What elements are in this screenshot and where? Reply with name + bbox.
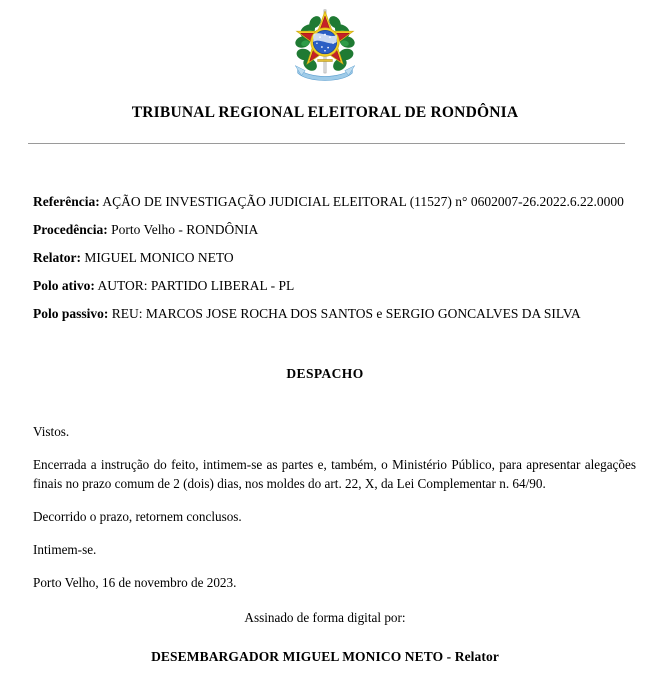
brazil-coat-of-arms-icon	[294, 6, 356, 88]
signatory-name: DESEMBARGADOR MIGUEL MONICO NETO - Relator	[151, 649, 499, 664]
section-heading-despacho: DESPACHO	[286, 366, 364, 381]
signature-intro: Assinado de forma digital por:	[244, 610, 406, 625]
reference-line-referencia	[33, 188, 636, 216]
reference-block	[33, 188, 636, 328]
reference-value: MIGUEL MONICO NETO	[80, 250, 234, 265]
page-title: TRIBUNAL REGIONAL ELEITORAL DE RONDÔNIA	[131, 104, 519, 121]
body-paragraph: Porto Velho, 16 de novembro de 2023.	[33, 575, 237, 590]
reference-label: Referência:	[33, 194, 100, 209]
signature-block	[0, 608, 650, 665]
reference-value: Porto Velho - RONDÔNIA	[107, 222, 259, 237]
reference-label: Polo passivo:	[33, 306, 109, 321]
reference-value: AUTOR: PARTIDO LIBERAL - PL	[94, 278, 295, 293]
header-divider	[28, 143, 625, 144]
body-paragraph: Encerrada a instrução do feito, intimem-se as partes e, também, o Ministério Público, para apresentar alegações finais no prazo comum de 2 (dois) dias, nos moldes do art. 22, X, da Lei Complementar n. 64/90.	[33, 457, 636, 491]
body-paragraph: Intimem-se.	[33, 542, 97, 557]
body-block	[33, 422, 636, 592]
reference-line-polo-passivo	[33, 300, 636, 328]
reference-label: Procedência:	[33, 222, 108, 237]
reference-label: Polo ativo:	[33, 278, 95, 293]
reference-line-relator	[33, 244, 636, 272]
body-paragraph: Decorrido o prazo, retornem conclusos.	[33, 509, 242, 524]
body-paragraph: Vistos.	[33, 424, 70, 439]
crest-container	[0, 6, 650, 93]
reference-value: REU: MARCOS JOSE ROCHA DOS SANTOS e SERGIO GONCALVES DA SILVA	[108, 306, 581, 321]
reference-line-procedencia	[33, 216, 636, 244]
reference-label: Relator:	[33, 250, 81, 265]
reference-value: AÇÃO DE INVESTIGAÇÃO JUDICIAL ELEITORAL (11527) n° 0602007-26.2022.6.22.0000	[99, 194, 624, 209]
reference-line-polo-ativo	[33, 272, 636, 300]
